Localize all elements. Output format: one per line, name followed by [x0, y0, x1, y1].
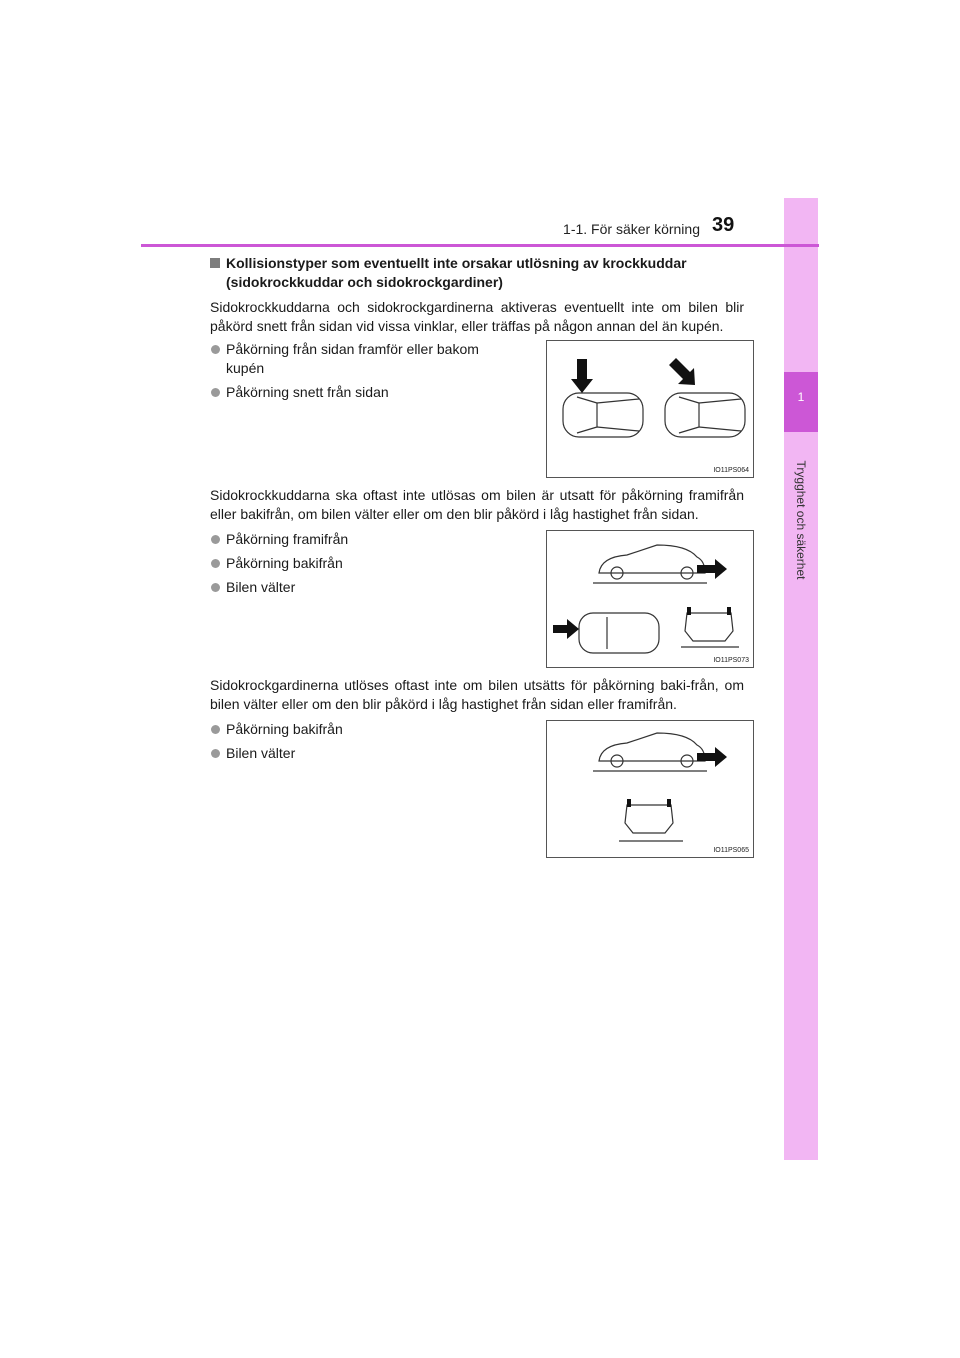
list-item: Bilen välter [210, 744, 510, 763]
rolled-car [685, 613, 733, 641]
figure-rear-rollover [546, 720, 754, 858]
list-item: Bilen välter [210, 578, 510, 597]
side-impact-illustration [547, 341, 755, 479]
car-side-view [599, 545, 705, 573]
list-item: Påkörning snett från sidan [210, 383, 510, 402]
figure-code: IO11PS073 [713, 657, 749, 664]
block-1 [210, 340, 749, 478]
section-title: 1-1. För säker körning [563, 221, 700, 237]
figure-front-rear-rollover [546, 530, 754, 668]
figure-code: IO11PS064 [713, 467, 749, 474]
arrow-right-icon [697, 559, 727, 579]
arrow-diagonal-icon [669, 358, 695, 385]
list-item: Påkörning bakifrån [210, 720, 510, 739]
paragraph-2: Sidokrockkuddarna ska oftast inte utlösas om bilen är utsatt för påkörning framifrån eller bakifrån, om bilen välter eller om den blir påkörd i låg hastighet från sidan. [210, 487, 744, 522]
page-content [210, 254, 749, 858]
paragraph-1: Sidokrockkuddarna och sidokrockgardinerna aktiveras eventuellt inte om bilen blir påkörd snett från sidan vid vissa vinklar, eller träffas på någon annan del än kupén. [210, 299, 744, 334]
arrow-down-icon [571, 359, 593, 393]
rear-rollover-illustration [547, 721, 755, 859]
bullet-list-2 [210, 530, 510, 668]
bullet-list-3 [210, 720, 510, 858]
block-3 [210, 720, 749, 858]
chapter-number: 1 [784, 372, 818, 432]
list-item: Påkörning framifrån [210, 530, 510, 549]
header-rule [141, 244, 819, 247]
bullet-list-1 [210, 340, 510, 478]
arrow-right-icon [697, 747, 727, 767]
side-tab [784, 198, 818, 1160]
chapter-label-text: Trygghet och säkerhet [794, 460, 808, 580]
list-item: Påkörning från sidan framför eller bakom kupén [210, 340, 510, 378]
section-heading: Kollisionstyper som eventuellt inte orsakar utlösning av krockkuddar (sidokrockkuddar och sidokrockgardiner) [210, 254, 744, 292]
car-side-view [599, 733, 705, 761]
arrow-right-icon [553, 619, 579, 639]
front-rear-rollover-illustration [547, 531, 755, 669]
page-number: 39 [712, 214, 735, 236]
block-2 [210, 530, 749, 668]
paragraph-3: Sidokrockgardinerna utlöses oftast inte om bilen utsätts för påkörning baki-från, om bilen välter eller om den blir påkörd i låg hastighet från sidan eller framifrån. [210, 677, 744, 712]
figure-code: IO11PS065 [713, 847, 749, 854]
car-top-view [579, 613, 659, 653]
figure-side-impact [546, 340, 754, 478]
rolled-car [625, 805, 673, 833]
list-item: Påkörning bakifrån [210, 554, 510, 573]
